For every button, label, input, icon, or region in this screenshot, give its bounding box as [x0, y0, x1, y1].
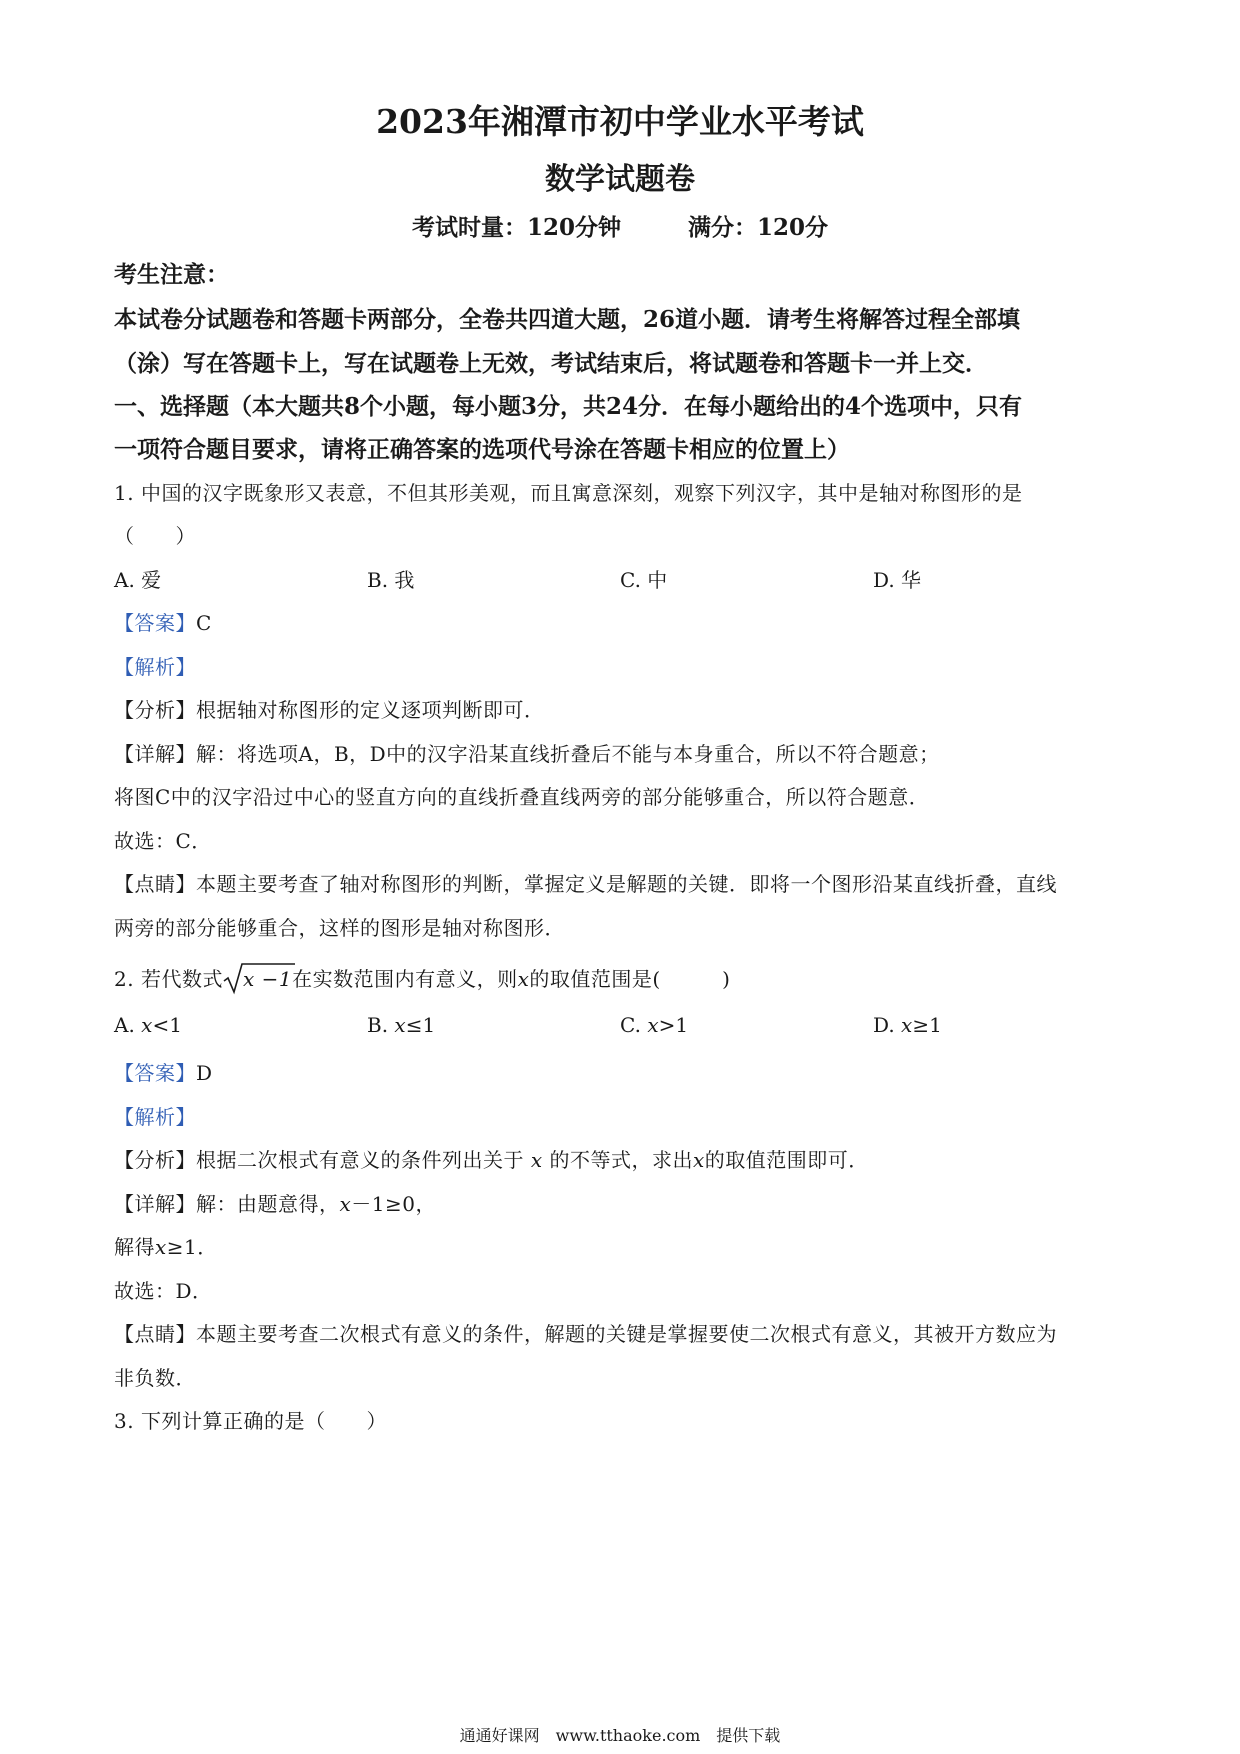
- answer-tag: 【答案】: [114, 611, 196, 635]
- q1-option-d: D. 华: [873, 568, 922, 592]
- option-rel: <1: [152, 1013, 182, 1037]
- exam-title: 2023年湘潭市初中学业水平考试: [376, 102, 864, 141]
- xiangjie-text-b: －1≥0，: [351, 1192, 436, 1216]
- option-var: x: [394, 1013, 406, 1037]
- exam-subtitle: 数学试题卷: [545, 162, 695, 197]
- xiangjie-var: x: [339, 1192, 352, 1216]
- fenxi-text-c: 的取值范围即可．: [704, 1148, 869, 1172]
- option-letter: C.: [620, 1013, 648, 1037]
- q1-dianjing-1: [114, 868, 1057, 897]
- fenxi-var: x: [530, 1148, 543, 1172]
- q2-stem-var: x: [517, 967, 530, 991]
- q1-stem-1: 1. 中国的汉字既象形又表意，不但其形美观，而且寓意深刻，观察下列汉字，其中是轴对称图形的是: [114, 481, 1023, 505]
- sqrt-expression: [223, 967, 292, 991]
- q1-answer: [114, 607, 212, 636]
- q3-stem: 3. 下列计算正确的是（ ）: [114, 1409, 387, 1433]
- exam-score: 满分：120分: [688, 214, 829, 241]
- dianjing-text: 本题主要考查二次根式有意义的条件，解题的关键是掌握要使二次根式有意义，其被开方数应为: [196, 1322, 1057, 1346]
- dianjing-tag: 【点睛】: [114, 872, 196, 896]
- xiangjie-tag: 【详解】: [114, 1192, 196, 1216]
- notice-line-1: 本试卷分试题卷和答题卡两部分，全卷共四道大题，26道小题．请考生将解答过程全部填: [114, 306, 1021, 333]
- q2-analysis-tag: 【解析】: [114, 1105, 196, 1129]
- fenxi-text-a: 根据二次根式有意义的条件列出关于: [196, 1148, 531, 1172]
- fenxi-text: 根据轴对称图形的定义逐项判断即可．: [196, 698, 545, 722]
- xiangjie-tag: 【详解】: [114, 742, 196, 766]
- dianjing-text: 本题主要考查了轴对称图形的判断，掌握定义是解题的关键．即将一个图形沿某直线折叠，直线: [196, 872, 1057, 896]
- sqrt-radicand: x −1: [242, 967, 293, 991]
- q2-option-d: [873, 1013, 942, 1037]
- q2-dianjing-1: [114, 1318, 1057, 1347]
- xiangjie-text-a: 解：由题意得，: [196, 1192, 340, 1216]
- option-letter: B.: [367, 1013, 395, 1037]
- option-letter: D.: [873, 1013, 902, 1037]
- option-letter: A.: [114, 1013, 142, 1037]
- q2-xiangjie: [114, 1188, 436, 1217]
- solve-text-b: ≥1．: [166, 1235, 218, 1259]
- exam-time: 考试时量：120分钟: [412, 214, 622, 241]
- section1-heading-2: 一项符合题目要求，请将正确答案的选项代号涂在答题卡相应的位置上）: [114, 436, 850, 463]
- q1-option-b: B. 我: [367, 568, 415, 592]
- q1-choose: 故选：C．: [114, 829, 212, 853]
- xiangjie-text: 解：将选项A，B，D中的汉字沿某直线折叠后不能与本身重合，所以不符合题意；: [196, 742, 940, 766]
- fenxi-text-b: 的不等式，求出: [542, 1148, 693, 1172]
- q2-option-b: [367, 1013, 435, 1037]
- q1-dianjing-2: 两旁的部分能够重合，这样的图形是轴对称图形．: [114, 916, 565, 940]
- q1-xiangjie-1: [114, 738, 940, 767]
- solve-var: x: [155, 1235, 167, 1259]
- fenxi-tag: 【分析】: [114, 1148, 196, 1172]
- q1-xiangjie-2: 将图C中的汉字沿过中心的竖直方向的直线折叠直线两旁的部分能够重合，所以符合题意．: [114, 785, 930, 809]
- q2-answer: [114, 1057, 213, 1086]
- q1-option-c: C. 中: [620, 568, 668, 592]
- option-rel: ≤1: [405, 1013, 436, 1037]
- q2-stem-a: 2. 若代数式: [114, 967, 223, 991]
- q2-stem: [114, 963, 730, 992]
- q2-choose: 故选：D．: [114, 1279, 213, 1303]
- answer-value: D: [196, 1061, 213, 1085]
- q1-option-a: A. 爱: [114, 568, 162, 592]
- radical-sign: [223, 961, 295, 995]
- option-rel: >1: [658, 1013, 689, 1037]
- fenxi-tag: 【分析】: [114, 698, 196, 722]
- q1-stem-2: （ ）: [114, 524, 196, 548]
- q2-option-c: [620, 1013, 688, 1037]
- answer-tag: 【答案】: [114, 1061, 196, 1085]
- notice-label: 考生注意：: [114, 261, 229, 288]
- q1-analysis-tag: 【解析】: [114, 655, 196, 679]
- option-var: x: [141, 1013, 153, 1037]
- q2-dianjing-2: 非负数．: [114, 1366, 196, 1390]
- q2-fenxi: [114, 1144, 869, 1173]
- option-var: x: [647, 1013, 659, 1037]
- q2-stem-c: 的取值范围是( ): [529, 967, 731, 991]
- solve-text-a: 解得: [114, 1235, 155, 1259]
- q2-stem-b: 在实数范围内有意义，则: [292, 967, 518, 991]
- answer-value: C: [196, 611, 212, 635]
- option-var: x: [901, 1013, 913, 1037]
- option-rel: ≥1: [912, 1013, 942, 1037]
- q2-solve: [114, 1231, 218, 1260]
- notice-line-2: （涂）写在答题卡上，写在试题卷上无效，考试结束后，将试题卷和答题卡一并上交．: [114, 350, 988, 377]
- page-footer: 通通好课网 www.tthaoke.com 提供下载: [459, 1726, 781, 1745]
- q1-fenxi: [114, 694, 545, 723]
- fenxi-var: x: [693, 1148, 705, 1172]
- section1-heading-1: 一、选择题（本大题共8个小题，每小题3分，共24分．在每小题给出的4个选项中，只有: [114, 393, 1023, 420]
- q2-option-a: [114, 1013, 182, 1037]
- dianjing-tag: 【点睛】: [114, 1322, 196, 1346]
